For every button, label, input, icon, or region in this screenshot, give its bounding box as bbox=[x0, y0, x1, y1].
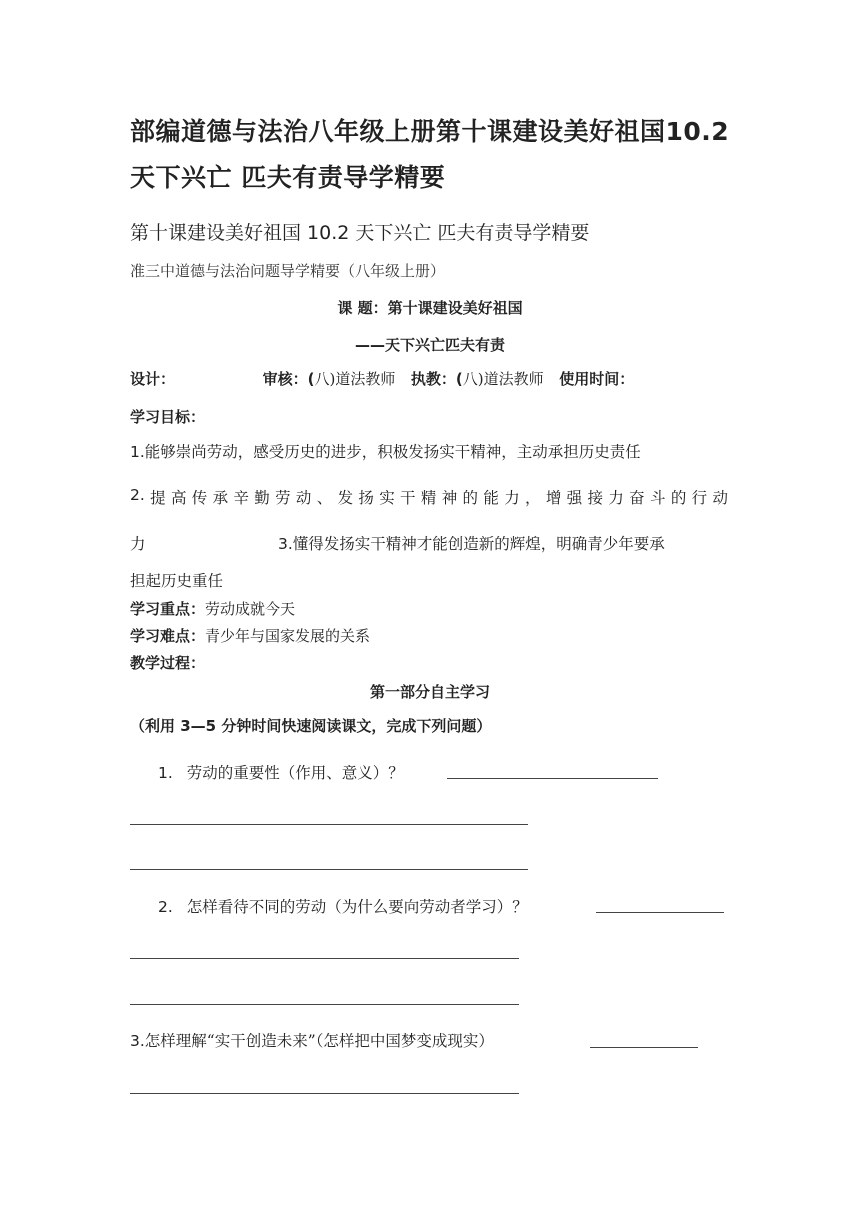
document-title-line-1: 部编道德与法治八年级上册第十课建设美好祖国10.2 bbox=[130, 117, 730, 146]
difficulty-label: 学习难点： bbox=[130, 627, 206, 645]
question-1-text: 劳动的重要性（作用、意义）？ bbox=[186, 764, 404, 782]
objective-2-char: 扬 bbox=[358, 489, 374, 507]
key-point-label: 学习重点： bbox=[130, 600, 206, 618]
time-label: 使用时间： bbox=[559, 370, 635, 388]
instruction-suffix: 分钟时间快速阅读课文，完成下列问题） bbox=[216, 717, 492, 735]
teach-value: )道法教师 bbox=[477, 370, 544, 388]
question-3-num: 3. bbox=[130, 1032, 145, 1050]
section-1-instruction bbox=[130, 715, 491, 736]
objective-3-tail: 担起历史重任 bbox=[130, 572, 224, 590]
objective-2-char: 的 bbox=[462, 489, 479, 507]
question-2-num: 2. bbox=[158, 898, 173, 916]
objective-2-char: 动 bbox=[712, 489, 728, 507]
objective-2-char: ， bbox=[525, 489, 541, 507]
objective-1 bbox=[130, 440, 641, 462]
objective-2-char: 发 bbox=[337, 489, 354, 507]
question-2-answer-blank[interactable] bbox=[596, 912, 724, 913]
objective-2-char: 、 bbox=[316, 489, 333, 507]
objective-2-char: 斗 bbox=[649, 489, 666, 507]
objective-2-char: 承 bbox=[212, 489, 229, 507]
teach-paren-open: ( bbox=[455, 370, 463, 388]
question-3-answer-line-1[interactable] bbox=[130, 1093, 519, 1094]
objective-2-char: 辛 bbox=[233, 489, 249, 507]
question-3-answer-blank[interactable] bbox=[590, 1047, 698, 1048]
instruction-minutes: 3—5 bbox=[180, 717, 217, 735]
objective-2-tail-row bbox=[130, 532, 728, 554]
section-1-heading: 第一部分自主学习 bbox=[369, 683, 490, 701]
objective-3-num: 3. bbox=[278, 535, 293, 553]
objective-2-char: 能 bbox=[483, 489, 499, 507]
meta-row bbox=[130, 368, 634, 389]
objective-1-text: 能够崇尚劳动，感受历史的进步，积极发扬实干精神，主动承担历史责任 bbox=[144, 443, 641, 461]
teach-label: 执教： bbox=[410, 370, 456, 388]
question-1-answer-blank[interactable] bbox=[447, 778, 658, 779]
question-1-num: 1. bbox=[158, 764, 173, 782]
design-label: 设计： bbox=[130, 370, 176, 388]
objective-2-char: 动 bbox=[295, 489, 312, 507]
objective-2-char: 实 bbox=[379, 489, 395, 507]
objective-2-char: 接 bbox=[587, 489, 604, 507]
question-2-answer-line-1[interactable] bbox=[130, 958, 519, 959]
objective-2-tail: 力 bbox=[130, 535, 146, 553]
objective-2-char: 奋 bbox=[629, 489, 645, 507]
objective-2-char: 干 bbox=[400, 489, 416, 507]
teach-grade: 八 bbox=[462, 370, 478, 388]
objective-2 bbox=[130, 486, 728, 508]
objective-2-num: 2. bbox=[130, 486, 145, 504]
question-1 bbox=[158, 761, 404, 783]
difficulty bbox=[130, 625, 370, 646]
objective-2-char: 强 bbox=[566, 489, 583, 507]
question-3-text: 怎样理解“实干创造未来”（怎样把中国梦变成现实） bbox=[144, 1032, 494, 1050]
objective-2-char: 精 bbox=[420, 489, 437, 507]
objective-2-char: 力 bbox=[504, 489, 520, 507]
review-paren-open: ( bbox=[307, 370, 315, 388]
objective-2-char: 勤 bbox=[254, 489, 270, 507]
objective-2-char: 高 bbox=[170, 489, 187, 507]
document-title-line-2: 天下兴亡 匹夫有责导学精要 bbox=[130, 163, 446, 192]
document-subtitle: 第十课建设美好祖国 10.2 天下兴亡 匹夫有责导学精要 bbox=[130, 222, 590, 244]
objective-2-char: 行 bbox=[691, 489, 708, 507]
objective-3 bbox=[278, 532, 665, 554]
question-3 bbox=[130, 1029, 494, 1051]
process-label: 教学过程： bbox=[130, 654, 206, 672]
objective-2-char: 神 bbox=[441, 489, 458, 507]
key-point bbox=[130, 598, 295, 619]
objective-2-char: 的 bbox=[670, 489, 687, 507]
objective-2-char: 增 bbox=[545, 489, 562, 507]
question-1-answer-line-1[interactable] bbox=[130, 824, 528, 825]
topic-subheading: ——天下兴亡匹夫有责 bbox=[354, 336, 505, 354]
objective-2-char: 提 bbox=[150, 489, 166, 507]
review-grade: 八 bbox=[314, 370, 330, 388]
question-2 bbox=[158, 895, 528, 917]
review-label: 审核： bbox=[262, 370, 308, 388]
objective-1-num: 1. bbox=[130, 443, 145, 461]
objective-2-char: 劳 bbox=[275, 489, 291, 507]
objective-2-char: 力 bbox=[608, 489, 624, 507]
difficulty-value: 青少年与国家发展的关系 bbox=[205, 627, 371, 645]
source-line: 准三中道德与法治问题导学精要（八年级上册） bbox=[130, 262, 446, 280]
instruction-prefix: （利用 bbox=[130, 717, 181, 735]
question-2-text: 怎样看待不同的劳动（为什么要向劳动者学习）？ bbox=[186, 898, 528, 916]
objective-2-char: 传 bbox=[191, 489, 208, 507]
topic-heading: 课 题：第十课建设美好祖国 bbox=[337, 299, 523, 317]
objectives-label: 学习目标： bbox=[130, 408, 206, 426]
question-1-answer-line-2[interactable] bbox=[130, 869, 528, 870]
objective-3-text: 懂得发扬实干精神才能创造新的辉煌，明确青少年要承 bbox=[292, 535, 665, 553]
key-point-value: 劳动成就今天 bbox=[205, 600, 296, 618]
question-2-answer-line-2[interactable] bbox=[130, 1004, 519, 1005]
review-value: )道法教师 bbox=[329, 370, 396, 388]
